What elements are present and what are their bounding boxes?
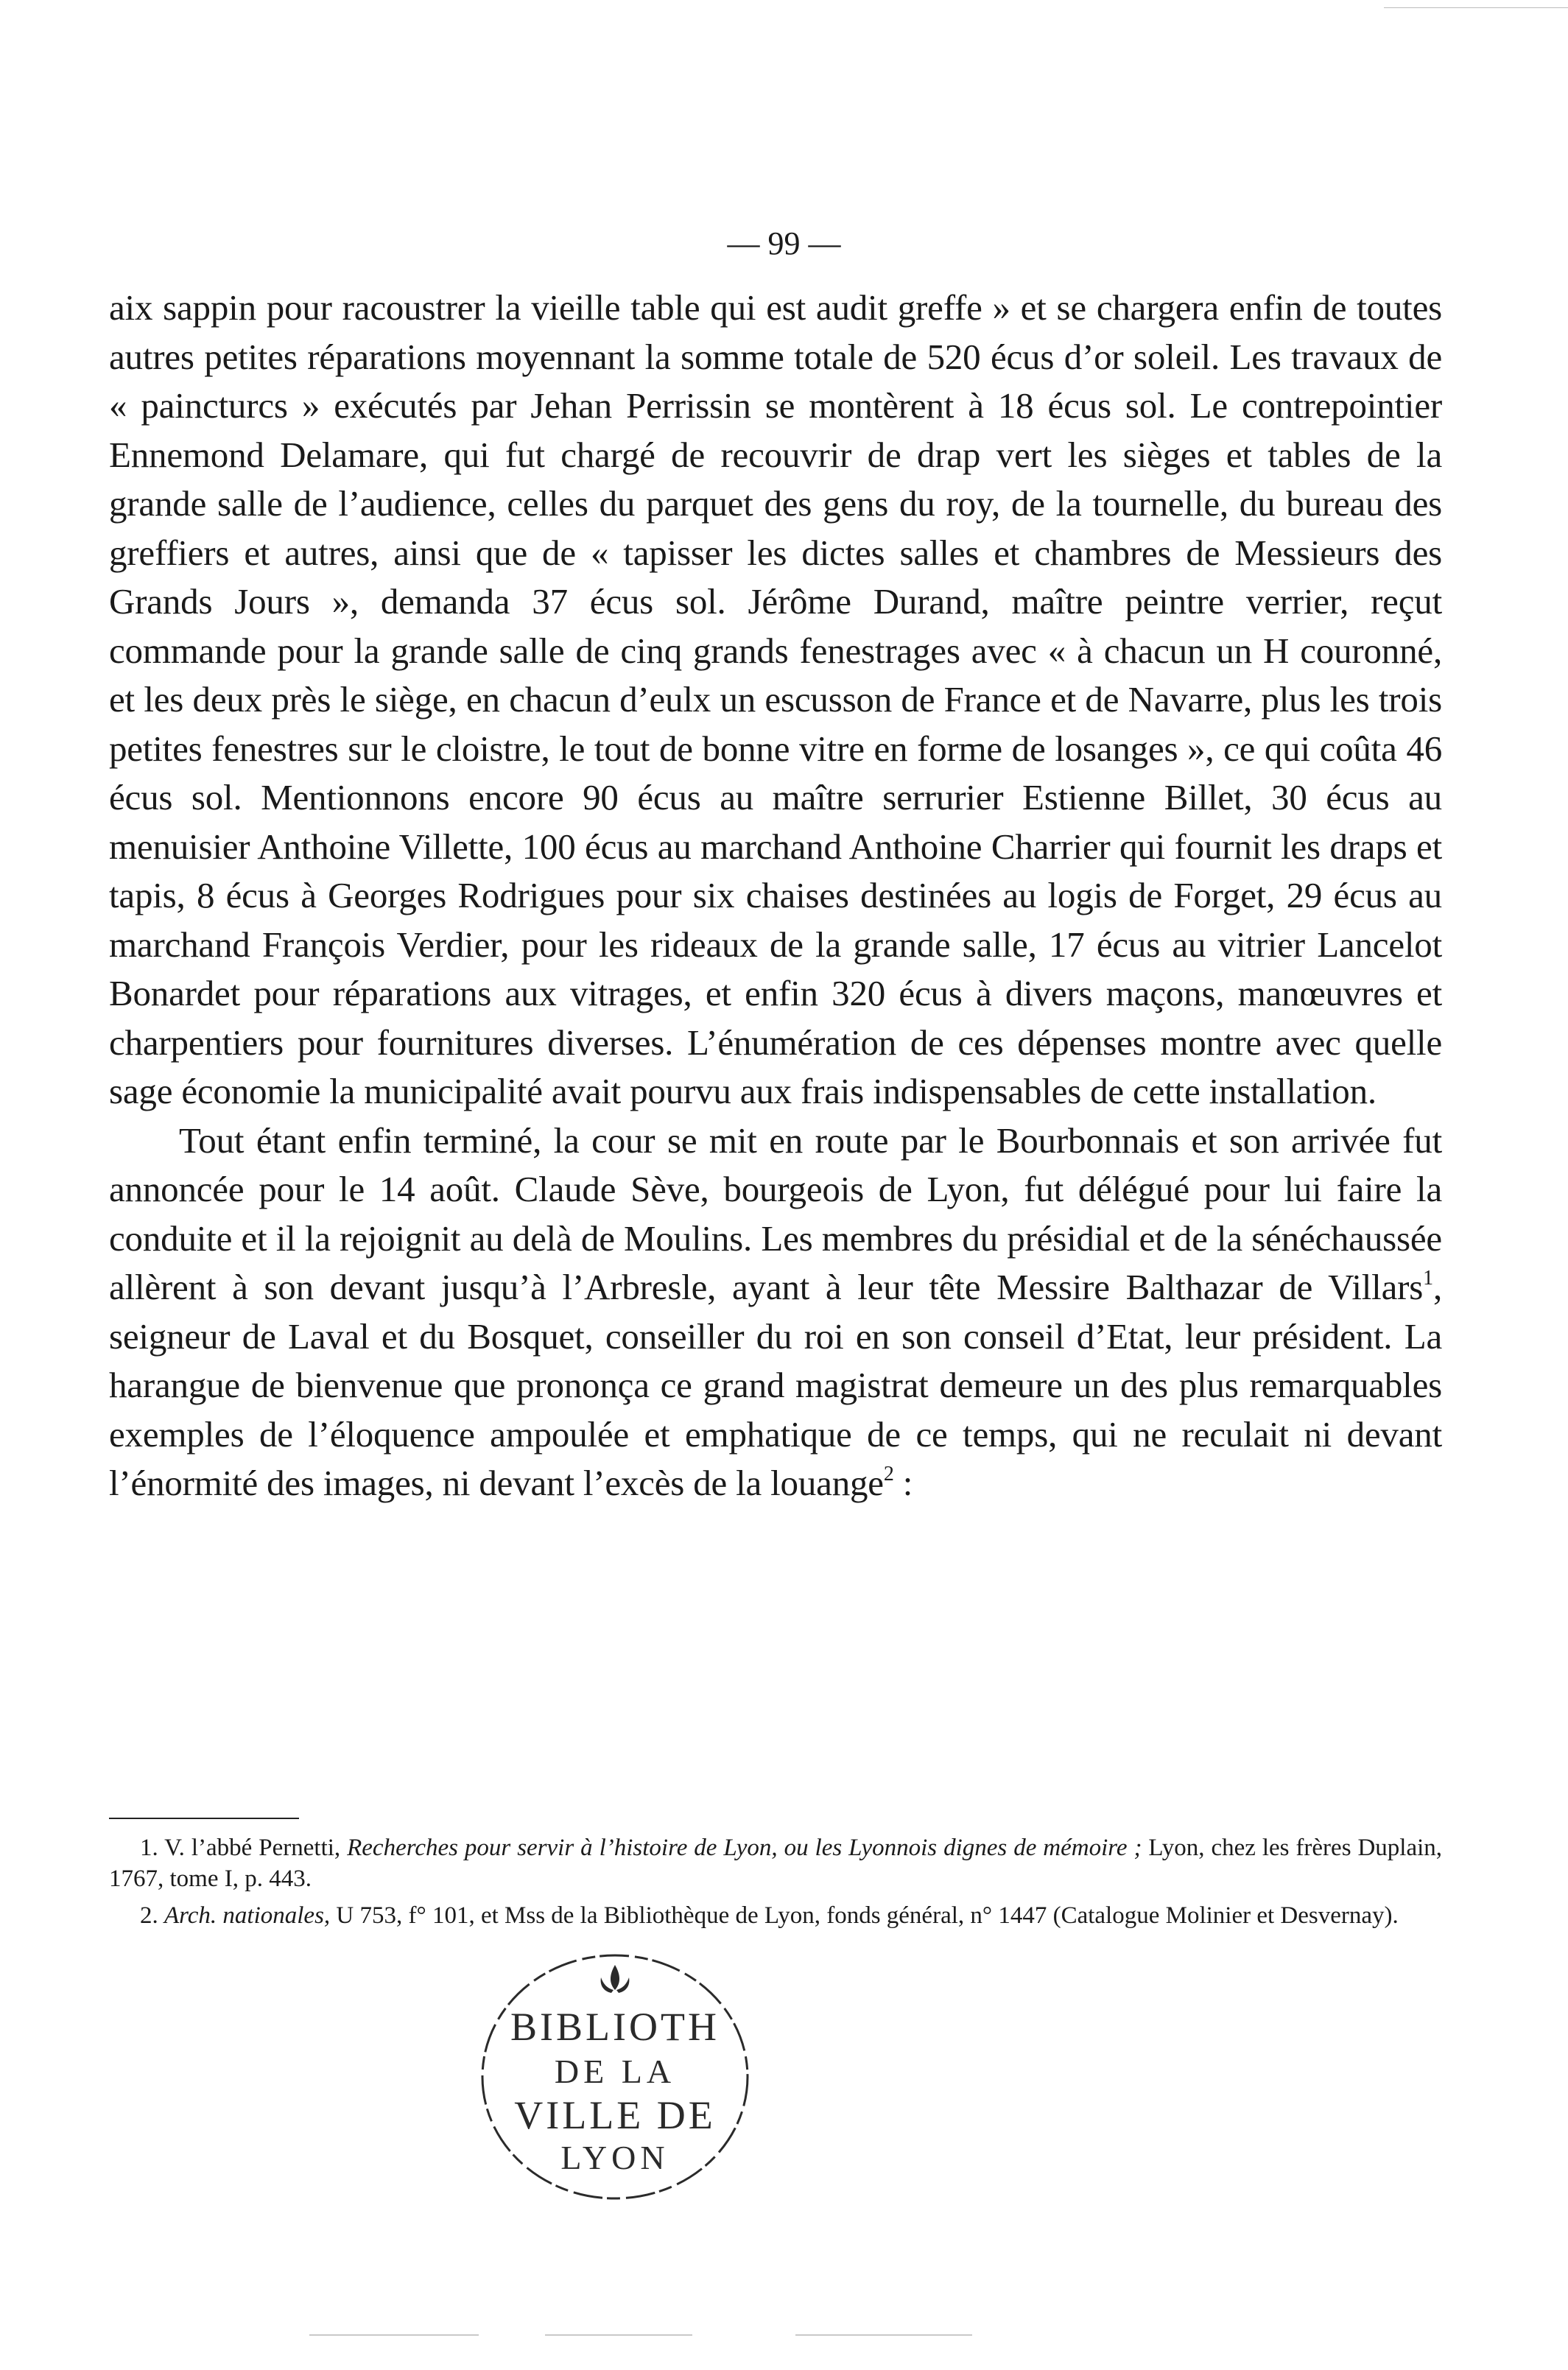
footnote-divider	[109, 1818, 299, 1819]
footnote-2-reference: U 753, f° 101, et Mss de la Bibliothèque de Lyon, fonds général, n° 1447 (Catalogue Molinier et Desvernay).	[336, 1902, 1399, 1929]
footnote-2-number: 2.	[140, 1902, 158, 1929]
footnote-ref-1[interactable]: 1	[1423, 1267, 1433, 1290]
footnotes	[109, 1832, 1442, 1937]
footnote-1-title: Recherches pour servir à l’histoire de Lyon, ou les Lyonnois dignes de mémoire ;	[347, 1835, 1142, 1861]
footnote-1	[109, 1832, 1442, 1894]
footnote-ref-2[interactable]: 2	[883, 1463, 894, 1485]
fleur-de-lis-icon	[601, 1965, 630, 1993]
footnote-2-source: Arch. nationales,	[164, 1902, 331, 1929]
paragraph-2-part-b: , seigneur de Laval et du Bosquet, conseiller du roi en son conseil d’Etat, leur président. La harangue de bienvenue que prononça ce grand magistrat demeure un des plus remarquables exemples de l’éloquence ampoulée et emphatique de ce temps, qui ne reculait ni devant l’énormité des images, ni devant l’excès de la louange	[109, 1267, 1442, 1503]
footnote-1-author: V. l’abbé Pernetti,	[164, 1835, 341, 1861]
paragraph-1: aix sappin pour racoustrer la vieille table qui est audit greffe » et se chargera enfin de toutes autres petites réparations moyennant la somme totale de 520 écus d’or soleil. Les travaux de « paincturcs » exécutés par Jehan Perrissin se montèrent à 18 écus sol. Le contrepointier Ennemond Delamare, qui fut chargé de recouvrir de drap vert les sièges et tables de la grande salle de l’audience, celles du parquet des gens du roy, de la tournelle, du bureau des greffiers et autres, ainsi que de « tapisser les dictes salles et chambres de Messieurs des Grands Jours », demanda 37 écus sol. Jérôme Durand, maître peintre verrier, reçut commande pour la grande salle de cinq grands fenestrages avec « à chacun un H couronné, et les deux près le siège, en chacun d’eulx un escusson de France et de Navarre, plus les trois petites fenestres sur le cloistre, le tout de bonne vitre en forme de losanges », ce qui coûta 46 écus sol. Mentionnons encore 90 écus au maître serrurier Estienne Billet, 30 écus au menuisier Anthoine Villette, 100 écus au marchand Anthoine Charrier qui fournit les draps et tapis, 8 écus à Georges Rodrigues pour six chaises destinées au logis de Forget, 29 écus au marchand François Verdier, pour les rideaux de la grande salle, 17 écus au vitrier Lancelot Bonardet pour réparations aux vitrages, et enfin 320 écus à divers maçons, manœuvres et charpentiers pour fournitures diverses. L’énumération de ces dépenses montre avec quelle sage économie la municipalité avait pourvu aux frais indispensables de cette installation.	[109, 287, 1442, 1111]
stamp-line-2: DE LA	[554, 2053, 676, 2090]
footnote-1-number: 1.	[140, 1835, 158, 1861]
scan-edge-line	[1384, 7, 1568, 8]
page-number: — 99 —	[727, 225, 841, 261]
stamp-line-1: BIBLIOTH	[510, 2005, 720, 2049]
stamp-line-3: VILLE DE	[514, 2093, 716, 2137]
paragraph-2-part-c: :	[893, 1463, 913, 1503]
stamp-line-4: LYON	[560, 2139, 669, 2176]
paragraph-2	[109, 1117, 1442, 1508]
main-text	[109, 284, 1442, 1508]
library-stamp	[471, 1944, 759, 2209]
footnote-2	[109, 1900, 1442, 1931]
paragraph-2-part-a: Tout étant enfin terminé, la cour se mit en route par le Bourbonnais et son arrivée fut annoncée pour le 14 août. Claude Sève, bourgeois de Lyon, fut délégué pour lui faire la conduite et il la rejoignit au delà de Moulins. Les membres du présidial et de la sénéchaussée allèrent à son devant jusqu’à l’Arbresle, ayant à leur tête Messire Balthazar de Villars	[109, 1119, 1442, 1307]
footnote-1-imprint: Lyon, chez les frères Duplain, 1767, tome I, p. 443.	[109, 1835, 1443, 1892]
